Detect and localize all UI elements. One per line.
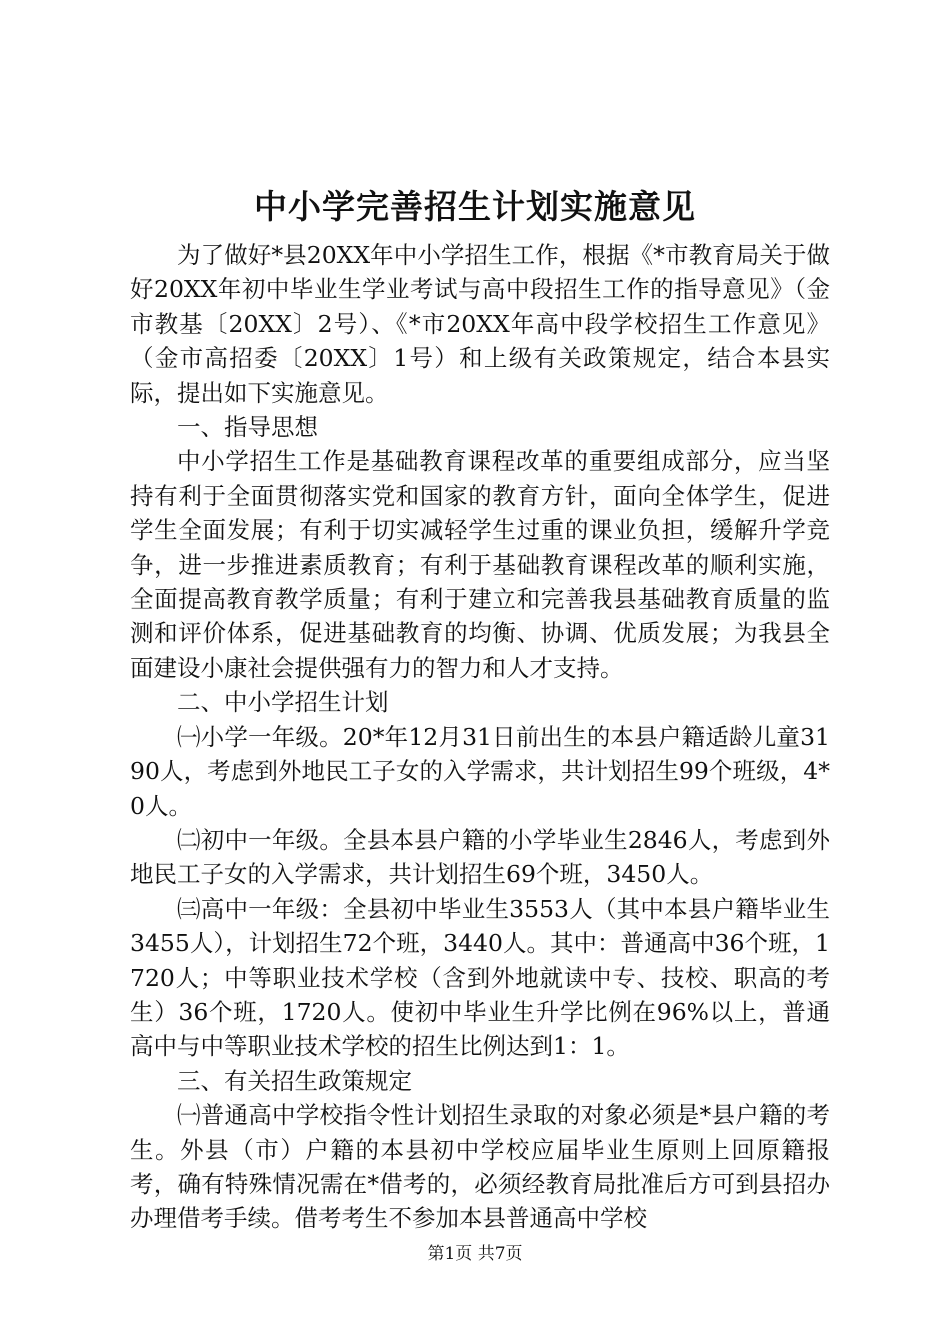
policy-paragraph-one: ㈠普通高中学校指令性计划招生录取的对象必须是*县户籍的考生。外县（市）户籍的本县初中学校应届毕业生原则上回原籍报考，确有特殊情况需在*借考的，必须经教育局批准后方可到县招办办理借考手续。借考考生不参加本县普通高中学校 [130, 1101, 830, 1233]
junior-grade-one-paragraph: ㈡初中一年级。全县本县户籍的小学毕业生2846人，考虑到外地民工子女的入学需求，共计划招生69个班，3450人。 [130, 825, 830, 889]
guiding-ideology-paragraph: 中小学招生工作是基础教育课程改革的重要组成部分，应当坚持有利于全面贯彻落实党和国家的教育方针，面向全体学生，促进学生全面发展；有利于切实减轻学生过重的课业负担，缓解升学竞争，进一步推进素质教育；有利于基础教育课程改革的顺利实施，全面提高教育教学质量；有利于建立和完善我县基础教育质量的监测和评价体系，促进基础教育的均衡、协调、优质发展；为我县全面建设小康社会提供强有力的智力和人才支持。 [130, 447, 830, 682]
document-title: 中小学完善招生计划实施意见 [254, 187, 696, 226]
page-number-footer: 第1页 共7页 [427, 1244, 523, 1264]
senior-grade-one-paragraph: ㈢高中一年级：全县初中毕业生3553人（其中本县户籍毕业生3455人），计划招生72个班，3440人。其中：普通高中36个班，1720人；中等职业技术学校（含到外地就读中专、技校、职高的考生）36个班，1720人。使初中毕业生升学比例在96%以上，普通高中与中等职业技术学校的招生比例达到1：1。 [130, 894, 830, 1061]
primary-grade-one-paragraph: ㈠小学一年级。20*年12月31日前出生的本县户籍适龄儿童3190人，考虑到外地民工子女的入学需求，共计划招生99个班级，4*0人。 [130, 722, 830, 820]
intro-paragraph: 为了做好*县20XX年中小学招生工作，根据《*市教育局关于做好20XX年初中毕业生学业考试与高中段招生工作的指导意见》（金市教基〔20XX〕2号）、《*市20XX年高中段学校招生工作意见》（金市高招委〔20XX〕1号）和上级有关政策规定，结合本县实际，提出如下实施意见。 [130, 241, 830, 407]
document-body [130, 238, 830, 1236]
section-heading-guiding-ideology: 一、指导思想 [177, 413, 318, 442]
section-heading-enrollment-policy: 三、有关招生政策规定 [177, 1066, 412, 1095]
section-heading-enrollment-plan: 二、中小学招生计划 [177, 688, 389, 717]
